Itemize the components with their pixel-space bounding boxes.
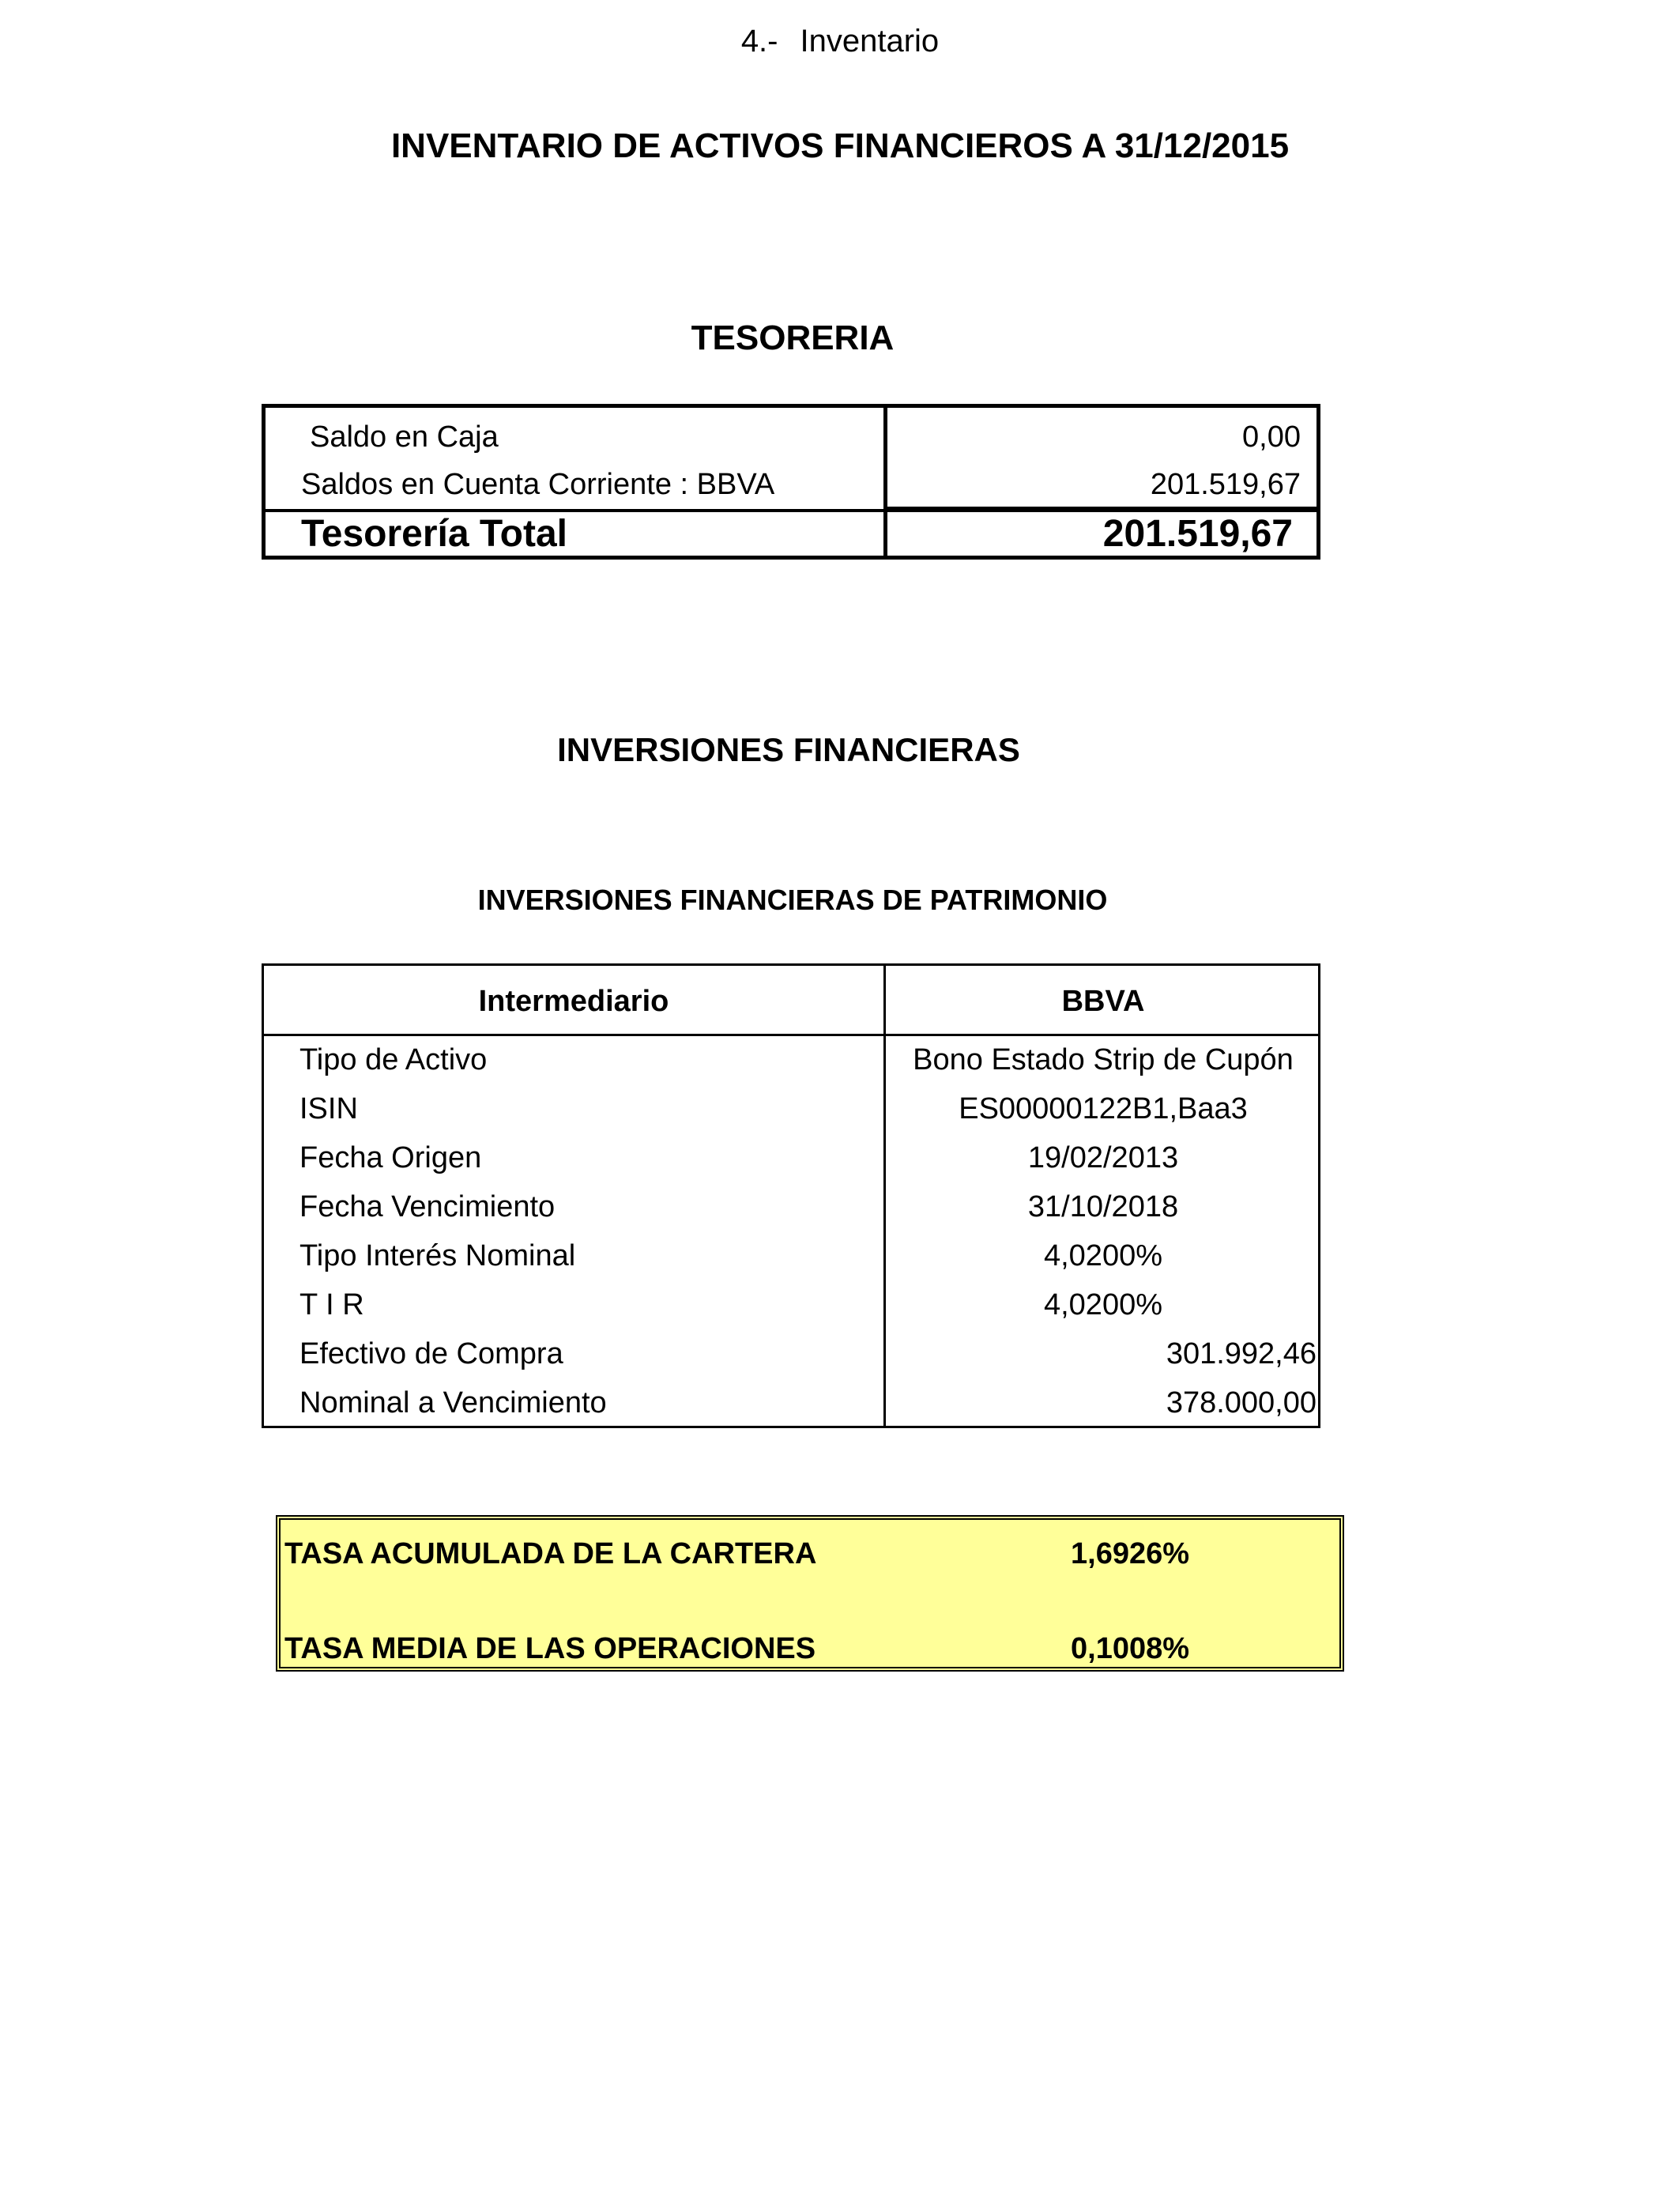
patrimonio-row-label: Fecha Origen <box>299 1141 482 1174</box>
table-divider <box>264 1034 1318 1036</box>
patrimonio-row-label: Tipo de Activo <box>299 1043 488 1076</box>
tesoreria-row-label: Saldo en Caja <box>310 420 499 454</box>
section-label: Inventario <box>800 24 940 58</box>
section-header <box>0 24 1680 59</box>
tesoreria-total-value: 201.519,67 <box>1102 513 1293 555</box>
patrimonio-row-value: 4,0200% <box>1043 1239 1162 1272</box>
table-divider <box>883 408 887 556</box>
patrimonio-row-label: ISIN <box>299 1092 358 1125</box>
patrimonio-row-label: Nominal a Vencimiento <box>299 1386 607 1419</box>
tesoreria-table <box>262 404 1320 560</box>
tasa-media-label: TASA MEDIA DE LAS OPERACIONES <box>284 1632 816 1665</box>
patrimonio-row-value: 378.000,00 <box>1166 1386 1317 1419</box>
tasa-media-value: 0,1008% <box>1071 1632 1190 1665</box>
patrimonio-row-value: Bono Estado Strip de Cupón <box>913 1043 1294 1076</box>
tesoreria-row-value: 201.519,67 <box>1150 468 1301 501</box>
patrimonio-title: INVERSIONES FINANCIERAS DE PATRIMONIO <box>477 884 1108 916</box>
patrimonio-row-label: T I R <box>299 1288 364 1321</box>
patrimonio-row-value: 19/02/2013 <box>1027 1141 1179 1174</box>
tesoreria-total-label: Tesorería Total <box>301 513 567 555</box>
tasa-acumulada-value: 1,6926% <box>1071 1537 1190 1570</box>
header-intermediario: Intermediario <box>478 985 669 1018</box>
patrimonio-table <box>262 963 1320 1428</box>
patrimonio-row-value: 4,0200% <box>1043 1288 1162 1321</box>
patrimonio-row-label: Fecha Vencimiento <box>299 1190 556 1223</box>
patrimonio-row-label: Efectivo de Compra <box>299 1337 563 1370</box>
patrimonio-row-value: 31/10/2018 <box>1027 1190 1179 1223</box>
tesoreria-row-label: Saldos en Cuenta Corriente : BBVA <box>301 468 775 501</box>
tasa-acumulada-label: TASA ACUMULADA DE LA CARTERA <box>284 1537 817 1570</box>
patrimonio-row-value: 301.992,46 <box>1166 1337 1317 1370</box>
section-number: 4.- <box>740 24 778 58</box>
tesoreria-title: TESORERIA <box>691 319 895 357</box>
patrimonio-row-value: ES00000122B1,Baa3 <box>959 1092 1248 1125</box>
main-title: INVENTARIO DE ACTIVOS FINANCIEROS A 31/12/2015 <box>390 126 1290 165</box>
patrimonio-row-label: Tipo Interés Nominal <box>299 1239 576 1272</box>
inversiones-title: INVERSIONES FINANCIERAS <box>557 731 1020 768</box>
header-bbva: BBVA <box>1061 985 1145 1018</box>
tasas-box <box>276 1515 1344 1672</box>
tesoreria-row-value: 0,00 <box>1242 420 1301 454</box>
